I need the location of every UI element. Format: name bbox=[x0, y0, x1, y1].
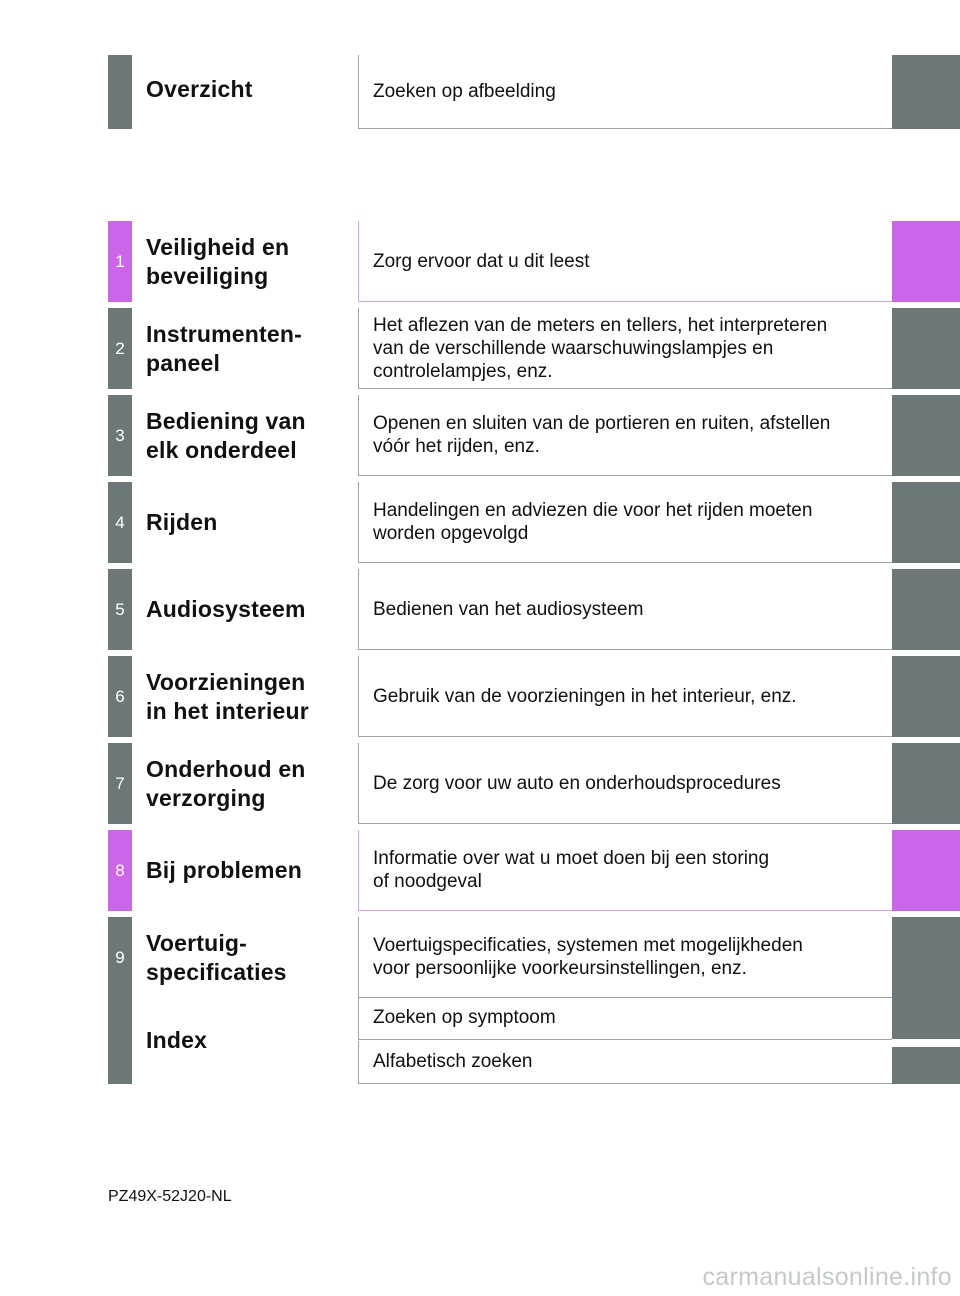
chapter-description-text: Gebruik van de voorzieningen in het interieur, enz. bbox=[373, 685, 797, 707]
chapter-description-text: Bedienen van het audiosysteem bbox=[373, 598, 644, 620]
chapter-number: 2 bbox=[108, 308, 132, 389]
chapter-title: Voertuig- specificaties bbox=[146, 929, 287, 985]
chapter-row-8[interactable] bbox=[108, 830, 960, 911]
index-item-alphabetical-label: Alfabetisch zoeken bbox=[373, 1051, 533, 1072]
chapter-tab[interactable] bbox=[892, 656, 960, 737]
chapter-row-6[interactable] bbox=[108, 656, 960, 737]
chapter-tab[interactable] bbox=[892, 482, 960, 563]
chapter-title: Bediening van elk onderdeel bbox=[146, 407, 306, 463]
chapter-number: 3 bbox=[108, 395, 132, 476]
chapter-description-text: De zorg voor uw auto en onderhoudsprocedures bbox=[373, 772, 781, 794]
chapter-tab[interactable] bbox=[892, 395, 960, 476]
overview-strip bbox=[108, 55, 132, 129]
chapter-title: Veiligheid en beveiliging bbox=[146, 233, 290, 289]
chapter-tab[interactable] bbox=[892, 743, 960, 824]
index-tab-alphabetical[interactable] bbox=[892, 1047, 960, 1084]
chapter-row-5[interactable] bbox=[108, 569, 960, 650]
overview-desc[interactable] bbox=[358, 55, 892, 129]
chapter-row-2[interactable] bbox=[108, 308, 960, 389]
overview-title: Overzicht bbox=[146, 76, 253, 102]
chapter-description[interactable] bbox=[358, 308, 892, 389]
chapter-row-3[interactable] bbox=[108, 395, 960, 476]
overview-desc-text: Zoeken op afbeelding bbox=[373, 81, 556, 102]
chapter-description[interactable] bbox=[358, 395, 892, 476]
chapter-description-text: Zorg ervoor dat u dit leest bbox=[373, 250, 590, 272]
chapter-tab[interactable] bbox=[892, 917, 960, 998]
chapter-title: Voorzieningen in het interieur bbox=[146, 668, 309, 724]
chapter-description-text: Het aflezen van de meters en tellers, het interpreteren van de verschillende waarschuwingslampjes en controlelampjes, enz. bbox=[373, 314, 828, 382]
chapter-title: Audiosysteem bbox=[146, 596, 306, 622]
chapter-title: Onderhoud en verzorging bbox=[146, 755, 306, 811]
chapter-description-text: Informatie over wat u moet doen bij een storing of noodgeval bbox=[373, 848, 770, 892]
chapter-number: 6 bbox=[108, 656, 132, 737]
chapter-row-7[interactable] bbox=[108, 743, 960, 824]
chapter-number: 8 bbox=[108, 830, 132, 911]
chapter-number: 9 bbox=[108, 917, 132, 998]
chapter-description-text: Handelingen en adviezen die voor het rijden moeten worden opgevolgd bbox=[373, 500, 813, 544]
chapter-title: Rijden bbox=[146, 509, 218, 535]
chapter-description[interactable] bbox=[358, 830, 892, 911]
overview-row[interactable] bbox=[108, 55, 960, 129]
index-tab-symptom[interactable] bbox=[892, 997, 960, 1039]
index-title: Index bbox=[146, 1027, 208, 1053]
index-item-alphabetical[interactable] bbox=[358, 1041, 892, 1084]
index-strip bbox=[108, 997, 132, 1084]
chapter-description[interactable] bbox=[358, 221, 892, 302]
chapter-title: Bij problemen bbox=[146, 857, 302, 883]
chapter-description[interactable] bbox=[358, 569, 892, 650]
chapter-description[interactable] bbox=[358, 482, 892, 563]
overview-tab[interactable] bbox=[892, 55, 960, 129]
chapter-row-1[interactable] bbox=[108, 221, 960, 302]
chapter-tab[interactable] bbox=[892, 221, 960, 302]
index-item-symptom[interactable] bbox=[358, 997, 892, 1040]
chapter-row-4[interactable] bbox=[108, 482, 960, 563]
chapter-description[interactable] bbox=[358, 917, 892, 998]
index-item-symptom-label: Zoeken op symptoom bbox=[373, 1007, 556, 1028]
chapter-description[interactable] bbox=[358, 743, 892, 824]
watermark: carmanualsonline.info bbox=[702, 1263, 952, 1291]
chapter-row-9[interactable] bbox=[108, 917, 960, 998]
chapter-tab[interactable] bbox=[892, 569, 960, 650]
chapter-tab[interactable] bbox=[892, 830, 960, 911]
chapter-tab[interactable] bbox=[892, 308, 960, 389]
chapter-number: 1 bbox=[108, 221, 132, 302]
chapter-number: 4 bbox=[108, 482, 132, 563]
chapter-number: 5 bbox=[108, 569, 132, 650]
chapter-title: Instrumenten- paneel bbox=[146, 320, 302, 376]
chapter-description[interactable] bbox=[358, 656, 892, 737]
chapter-description-text: Openen en sluiten van de portieren en ruiten, afstellen vóór het rijden, enz. bbox=[373, 413, 831, 457]
document-code: PZ49X-52J20-NL bbox=[108, 1188, 232, 1205]
chapter-number: 7 bbox=[108, 743, 132, 824]
chapter-description-text: Voertuigspecificaties, systemen met mogelijkheden voor persoonlijke voorkeursinstellingen, enz. bbox=[373, 935, 803, 979]
